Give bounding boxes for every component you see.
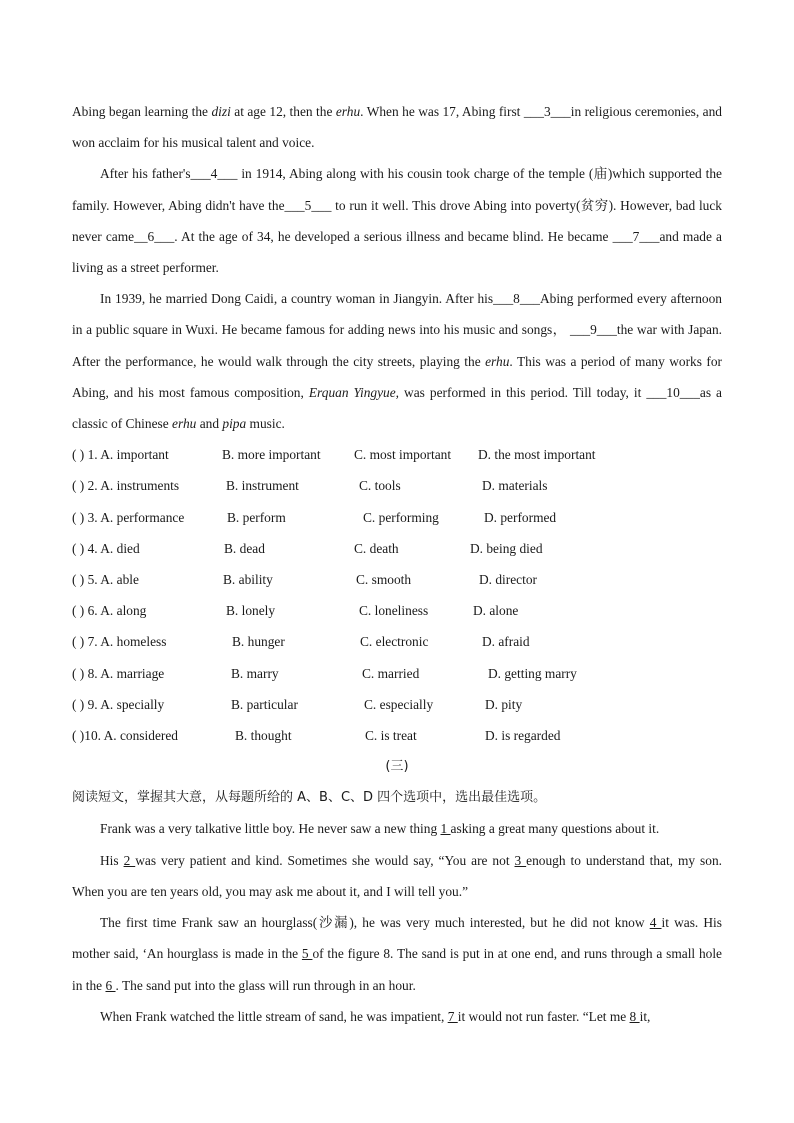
question-row (72, 470, 722, 501)
question-stem: ( ) 7. A. homeless (72, 634, 167, 650)
passage-paragraph-3: In 1939, he married Dong Caidi, a country woman in Jiangyin. After his___8___Abing performed every afternoon in a public square in Wuxi. He became famous for adding news into his music and songs， ___9___the war with Japan. After the performance, he would walk through the city streets, playing the erhu. This was a period of many works for Abing, and his most famous composition, Erquan Yingyue, was performed in this period. Till today, it ___10___as a classic of Chinese erhu and pipa music. (72, 291, 723, 432)
option-d: D. afraid (482, 634, 530, 650)
question-stem: ( )10. A. considered (72, 727, 178, 743)
option-c: C. smooth (356, 571, 412, 587)
option-c: C. especially (364, 696, 434, 712)
blank-4: 4 (649, 915, 662, 931)
blank-7: ___7___ (612, 228, 660, 244)
blank-8: ___8___ (493, 291, 540, 307)
option-d: D. the most important (478, 447, 596, 463)
blank-9: ___9___ (566, 322, 617, 338)
question-row (72, 595, 722, 626)
option-b: B. thought (235, 727, 292, 743)
question-stem: ( ) 6. A. along (72, 603, 147, 619)
option-c: C. is treat (365, 727, 417, 743)
question-row (72, 720, 722, 751)
blank-2: 2 (123, 852, 136, 868)
section-heading: (三) (385, 759, 409, 775)
option-c: C. death (354, 540, 399, 556)
option-c: C. electronic (360, 634, 429, 650)
blank-6: 6 (105, 977, 116, 993)
option-b: B. ability (223, 571, 273, 587)
question-row (72, 564, 722, 595)
question-row (72, 502, 722, 533)
blank-3: ___3___ (523, 104, 571, 119)
option-d: D. being died (470, 540, 543, 556)
option-d: D. pity (485, 696, 523, 712)
passage3-paragraph-3: The first time Frank saw an hourglass(沙漏), he was very much interested, but he did not know 4 it was. His mother said, ‘An hourglass is made in the 5 of the figure 8. The sand is put in at one end, and runs through a small hole in the 6 . The sand put into the glass will run through in an hour. (72, 915, 723, 993)
blank-4: ___4___ (190, 166, 238, 182)
blank-5: ___5___ (284, 197, 332, 213)
question-stem: ( ) 8. A. marriage (72, 665, 165, 681)
question-list (72, 439, 722, 751)
blank-5: 5 (301, 946, 313, 962)
question-stem: ( ) 5. A. able (72, 571, 139, 587)
blank-7: 7 (447, 1008, 458, 1024)
option-d: D. alone (473, 603, 519, 619)
option-d: D. director (479, 571, 538, 587)
option-b: B. marry (231, 665, 279, 681)
passage-paragraph-2: After his father's___4___ in 1914, Abing along with his cousin took charge of the temple (庙)which supported the family. However, Abing didn't have the___5___ to run it well. This drove Abing into poverty(贫穷). However, bad luck never came__6___. At the age of 34, he developed a serious illness and became blind. He became ___7___and made a living as a street performer. (72, 166, 722, 276)
option-d: D. materials (482, 478, 548, 494)
question-row (72, 658, 722, 689)
blank-6: __6___ (134, 228, 175, 244)
option-d: D. getting marry (488, 665, 577, 681)
passage3-paragraph-1: Frank was a very talkative little boy. He never saw a new thing 1 asking a great many questions about it. (100, 821, 660, 837)
blank-10: ___10___ (646, 384, 700, 400)
question-stem: ( ) 9. A. specially (72, 696, 165, 712)
question-row (72, 533, 722, 564)
blank-8: 8 (629, 1008, 640, 1024)
option-d: D. performed (484, 509, 557, 525)
option-b: B. dead (224, 540, 265, 556)
blank-1: 1 (440, 821, 451, 837)
passage-paragraph-1: Abing began learning the dizi at age 12, then the erhu. When he was 17, Abing first ___3___in religious ceremonies, and won acclaim for his musical talent and voice. (72, 104, 722, 151)
worksheet-page (72, 96, 722, 1032)
option-b: B. perform (227, 509, 286, 525)
blank-3: 3 (514, 852, 527, 868)
option-b: B. particular (231, 696, 298, 712)
option-c: C. married (362, 665, 420, 681)
option-d: D. is regarded (485, 727, 561, 743)
section-instruction: 阅读短文，掌握其大意，从每题所给的 A、B、C、D 四个选项中，选出最佳选项。 (72, 790, 547, 806)
question-stem: ( ) 1. A. important (72, 447, 169, 463)
passage3-paragraph-4: When Frank watched the little stream of sand, he was impatient, 7 it would not run faster. “Let me 8 it, (100, 1008, 651, 1024)
question-row (72, 626, 722, 657)
option-c: C. tools (359, 478, 401, 494)
question-row (72, 439, 722, 470)
option-b: B. lonely (226, 603, 276, 619)
question-stem: ( ) 4. A. died (72, 540, 140, 556)
option-b: B. hunger (232, 634, 285, 650)
option-b: B. instrument (226, 478, 299, 494)
option-c: C. most important (354, 447, 452, 463)
question-row (72, 689, 722, 720)
question-stem: ( ) 3. A. performance (72, 509, 185, 525)
question-stem: ( ) 2. A. instruments (72, 478, 180, 494)
option-b: B. more important (222, 447, 321, 463)
option-c: C. performing (363, 509, 439, 525)
passage3-paragraph-2: His 2 was very patient and kind. Sometimes she would say, “You are not 3 enough to understand that, my son. When you are ten years old, you may ask me about it, and I will tell you.” (72, 852, 722, 899)
option-c: C. loneliness (359, 603, 429, 619)
